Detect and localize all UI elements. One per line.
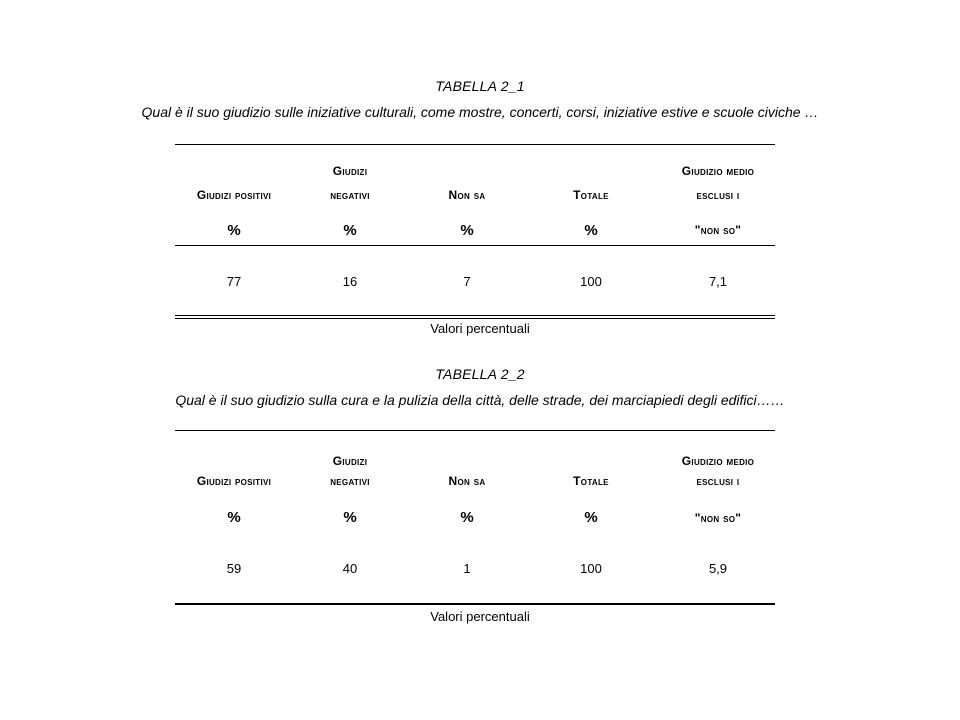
table-1-value-positivi: 77 bbox=[226, 274, 242, 289]
table-2-value-negativi: 40 bbox=[342, 561, 358, 576]
table-2-top-rule bbox=[175, 430, 775, 431]
table-1-unit-2: % bbox=[343, 222, 357, 239]
table-1-top-rule bbox=[175, 144, 775, 145]
table-1-header-5-line2: esclusi i bbox=[696, 188, 740, 202]
table-1-title: TABELLA 2_1 bbox=[435, 78, 525, 94]
table-2-value-positivi: 59 bbox=[226, 561, 242, 576]
table-2-unit-1: % bbox=[227, 509, 241, 526]
table-1-value-negativi: 16 bbox=[342, 274, 358, 289]
table-1-question: Qual è il suo giudizio sulle iniziative culturali, come mostre, concerti, corsi, iniziative estive e scuole civiche … bbox=[141, 104, 819, 120]
table-2-value-medio: 5,9 bbox=[708, 561, 728, 576]
table-2-header-5-line1: Giudizio medio bbox=[681, 454, 755, 468]
table-1-unit-5: "non so" bbox=[694, 223, 742, 237]
table-2-value-non-sa: 1 bbox=[463, 561, 471, 576]
table-2-value-totale: 100 bbox=[580, 561, 602, 576]
table-2-unit-2: % bbox=[343, 509, 357, 526]
table-2-header-4: Totale bbox=[573, 474, 609, 488]
table-2-unit-5: "non so" bbox=[694, 511, 742, 525]
table-1-unit-3: % bbox=[460, 222, 474, 239]
table-1-unit-4: % bbox=[584, 222, 598, 239]
table-2-bottom-rule bbox=[175, 603, 775, 605]
table-1-header-5-line1: Giudizio medio bbox=[681, 164, 755, 178]
table-2-header-1: Giudizi positivi bbox=[196, 474, 272, 488]
table-2-question: Qual è il suo giudizio sulla cura e la pulizia della città, delle strade, dei marciapiedi degli edifici…… bbox=[175, 392, 785, 408]
table-1-header-1: Giudizi positivi bbox=[196, 188, 272, 202]
table-2-note: Valori percentuali bbox=[430, 609, 530, 624]
table-1-value-non-sa: 7 bbox=[463, 274, 471, 289]
table-1-header-rule bbox=[175, 245, 775, 246]
table-1-header-2-line2: negativi bbox=[330, 188, 370, 202]
table-1-bottom-rule bbox=[175, 315, 775, 319]
table-1-unit-1: % bbox=[227, 222, 241, 239]
table-1-header-4: Totale bbox=[573, 188, 609, 202]
table-1-header-2-line1: Giudizi bbox=[332, 164, 368, 178]
table-2-header-2-line1: Giudizi bbox=[332, 454, 368, 468]
table-1-value-medio: 7,1 bbox=[708, 274, 728, 289]
table-2-unit-3: % bbox=[460, 509, 474, 526]
table-2-header-5-line2: esclusi i bbox=[696, 474, 740, 488]
table-2-header-3: Non sa bbox=[448, 474, 486, 488]
table-1-note: Valori percentuali bbox=[430, 321, 530, 336]
table-2-header-2-line2: negativi bbox=[330, 474, 370, 488]
table-1-value-totale: 100 bbox=[580, 274, 602, 289]
table-2-title: TABELLA 2_2 bbox=[435, 366, 525, 382]
table-2-unit-4: % bbox=[584, 509, 598, 526]
table-1-header-3: Non sa bbox=[448, 188, 486, 202]
